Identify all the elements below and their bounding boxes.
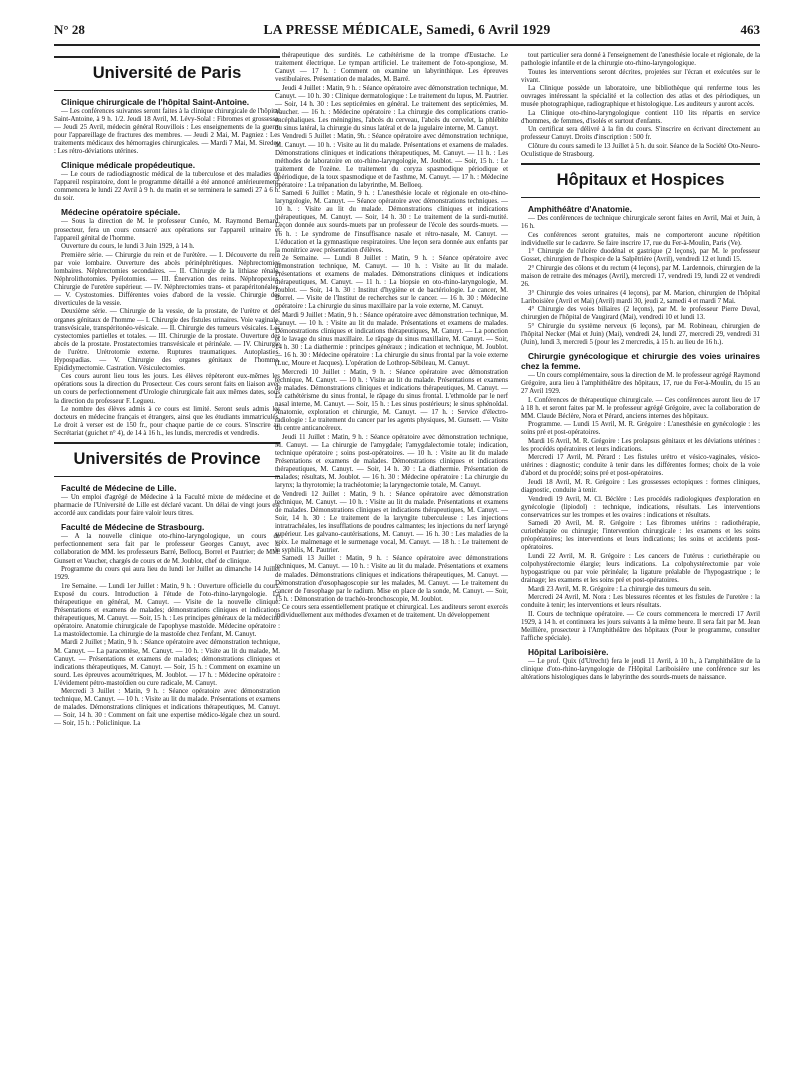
paragraph: tout particulier sera donné à l'enseignement de l'anesthésie locale et régionale, de la pathologie infantile et de la chirurgie oto-rhino-laryngologique. xyxy=(521,52,760,68)
paragraph: Programme du cours qui aura lieu du lundi 1er Juillet au dimanche 14 Juillet 1929. xyxy=(54,566,280,582)
subhead-propedeutique: Clinique médicale propédeutique. xyxy=(61,160,196,171)
paragraph: Samedi 6 Juillet : Matin, 9 h. : L'anesthésie locale et régionale en oto-rhino-laryngologie, M. Canuyt. — Séance opératoire avec démonstrations techniques. — 10 h. : Visite au lit du malade. Démonstrations cliniques et indications thérapeutiques, M. Canuyt. — Soir, 14 h. 30 : Le traitement de la surdi-mutité. Leçon donnée aux sourds-muets par un professeur de l'école des sourds-muets. — 16 h. : Le syndrome de l'insuffisance nasale et rétro-nasale, M. Canuyt. — L'éducation et la gymnastique respiratoires. Une leçon sera donnée aux enfants par la monitrice avec présentation d'élèves. xyxy=(275,190,508,254)
paragraph: Ce cours sera essentiellement pratique et chirurgical. Les auditeurs seront exercés individuellement aux méthodes d'examen et de traitement. Un développement xyxy=(275,604,508,620)
paragraph: 4° Chirurgie des voies biliaires (2 leçons), par M. le professeur Pierre Duval, chirurgien de l'hôpital de Vaugirard (Mai), vendredi 10 et lundi 13. xyxy=(521,306,760,322)
paragraph: Ces cours auront lieu tous les jours. Les élèves répèteront eux-mêmes les opérations sous la direction du Prosecteur. Ces cours seront faits en liaison avec un cours de perfectionnement d'Urologie chirurgicale fait aux mêmes dates, sous la direction du professeur F. Legueu. xyxy=(54,373,280,405)
paragraph: Mercredi 3 Juillet : Matin, 9 h. : Séance opératoire avec démonstration technique, M. Canuyt. — 10 h. : Visite au lit du malade. Présentations et examens de malades. Démonstrations cliniques et indications thérapeutiques, M. Canuyt. — Soir, 14 h. 30 : Comment on fait une expertise médico-légale chez un sourd. — Soir, 15 h. : Policlinique. La xyxy=(54,688,280,728)
column-3 xyxy=(521,52,760,1064)
paragraph: Ces conférences seront gratuites, mais ne comporteront aucune répétition individuelle sur le cadavre. Se faire inscrire 17, rue du Fer-à-Moulin, Paris (Ve). xyxy=(521,231,760,247)
paragraph: Samedi 20 Avril, M. R. Grégoire : Les fibromes utérins : radiothérapie, curiethérapie ou chirurgie; l'intervention chirurgicale : les examens et les soins préopératoires; les interventions et leurs indications; les soins et accidents post-opératoires. xyxy=(521,520,760,552)
section-title-universite-paris: Université de Paris xyxy=(54,56,280,91)
paragraph: I. Conférences de thérapeutique chirurgicale. — Ces conférences auront lieu de 17 à 18 h. et seront faites par M. le professeur agrégé Grégoire, avec la collaboration de MM. Claude Béclère, Nora et Pérard, anciens internes des hôpitaux. xyxy=(521,396,760,420)
paragraph: Jeudi 18 Avril, M. R. Grégoire : Les grossesses ectopiques : formes cliniques, diagnostic, conduite à tenir. xyxy=(521,478,760,495)
paragraph: Mercredi 10 Juillet : Matin, 9 h. : Séance opératoire avec démonstration technique, M. Canuyt. — 10 h. : Visite au lit du malade. Présentations et examens de malades. Démonstrations cliniques et indications thérapeutiques, M. Canuyt. — Le cathétérisme du sinus frontal, le râpage du sinus frontal. L'ethmoïde par le nerf nasal interne, M. Canuyt. — Soir, 15 h. : Les sinus postérieurs; le sinus sphénoïdal. Anatomie, exploration et chirurgie, M. Canuyt. — 17 h. : Service d'électro-radiologie : Le traitement du cancer par les agents physiques, M. Gunsett. — Visite du centre anticancéreux. xyxy=(275,368,508,433)
subhead-saint-antoine: Clinique chirurgicale de l'hôpital Saint-Antoine. xyxy=(61,97,250,107)
subhead-chirurgie-gynecologique: Chirurgie gynécologique et chirurgie des voies urinaires chez la femme. xyxy=(521,350,760,371)
paragraph: — Un emploi d'agrégé de Médecine à la Faculté mixte de médecine et de pharmacie de l'Université de Lille est déclaré vacant. Un délai de vingt jours est accordé aux candidats pour faire valoir leurs titres. xyxy=(54,494,280,518)
subhead-medecine-operatoire: Médecine opératoire spéciale. xyxy=(61,207,181,218)
paragraph: 5° Chirurgie du système nerveux (6 leçons), par M. Robineau, chirurgien de l'hôpital Necker (Mai et Juin) (Mai), vendredi 24, lundi 27, mercredi 29, vendredi 31 (Juin), lundi 3, mercredi 5 (pour les 2 mercredis, à 15 h. au lieu de 16 h.). xyxy=(521,322,760,346)
paragraph: Vendredi 5 Juillet : Matin, 9h. : Séance opératoire avec démonstration technique, M. Canuyt. — 10 h. : Visite au lit du malade. Présentations et examens de malades. Démonstrations cliniques et indications thérapeutiques, M. Canuyt. — 11 h. : Les méthodes de laboratoire en oto-rhino-laryngologie, M. Joublot. — Soir, 15 h. : Le traitement de l'ozène. Le traitement du coryza spasmodique périodique et apériodique, de la toux spasmodique et de l'asthme, M. Canuyt. — 17 h. : Médecine opératoire : La trépanation du labyrinthe, M. Belloeq. xyxy=(275,133,508,189)
paragraph: Clôture du cours samedi le 13 Juillet à 5 h. du soir. Séance de la Société Oto-Neuro-Oculistique de Strasbourg. xyxy=(521,143,760,159)
paragraph: thérapeutique des surdités. Le cathétérisme de la trompe d'Eustache. Le traitement électrique. Le tympan artificiel. Le traitement de l'oto-spongiose, M. Canuyt — 17 h. : Comment on examine un labyrinthique. Les épreuves vestibulaires. Présentation de malades, M. Barré. xyxy=(275,52,508,84)
paragraph: Mardi 2 Juillet ; Matin, 9 h. : Séance opératoire avec démonstration technique, M. Canuyt. — La paracentèse, M. Canuyt. — 10 h. : Visite au lit du malade, M. Canuyt. — Présentations et examens de malades; démonstrations cliniques et indications thérapeutiques, M. Canuyt. — Soir, 15 h. : Comment on examine un sourd. Les épreuves acoumétriques, M. Joublot. — 17 h. : Médecine opératoire : L'évidement pétro-mastoïdien ou cure radicale, M. Canuyt. xyxy=(54,639,280,687)
paragraph: — Le prof. Quix (d'Utrecht) fera le jeudi 11 Avril, à 10 h., à l'amphithéâtre de la clinique d'oto-rhino-laryngologie de l'Hôpital Lariboisière une conférence sur les altérations histologiques dans le labyrinthe des sourds-muets de naissance. xyxy=(521,657,760,681)
paragraph: Jeudi 11 Juillet : Matin, 9 h. : Séance opératoire avec démonstration technique, M. Canuyt. — La chirurgie de l'amygdale; l'amygdalectomie totale; indication, technique opératoire ; soins post-opératoires. — 10 h. : Visite au lit du malade Présentations et examens de malades. Démonstrations cliniques et indications thérapeutiques, M. Canuyt. — Soir, 14 h. 30 : La diathermie. Présentation de malades; résultats, M. Joublot. — 16 h. 30 : Médecine opératoire : La chirurgie du larynx; la thyrotomie; la trachéotomie; la laryngectomie totale, M. Canuyt. xyxy=(275,433,508,489)
paragraph: — Le cours de radiodiagnostic médical de la tuberculose et des maladies de l'appareil respiratoire, dont le programme détaillé a été annoncé antérieurement, commencera le lundi 22 Avril à 9 h. du matin et se terminera le samedi 27 à 6 h. du soir. xyxy=(54,171,280,203)
paragraph: 3° Chirurgie des voies urinaires (4 leçons), par M. Marion, chirurgien de l'hôpital Lariboisière (Avril et Mai) (Avril) mardi 30, jeudi 2, samedi 4 et mardi 7 Mai. xyxy=(521,289,760,305)
paragraph: La Clinique possède un laboratoire, une bibliothèque qui renferme tous les ouvrages intéressant la spécialité et la collection des atlas et des périodiques, un musée photographique, radiographique et histologique. Les auditeurs y auront accès. xyxy=(521,85,760,109)
paragraph: — Sous la direction de M. le professeur Cunéo, M. Raymond Bernard, prosecteur, fera un cours consacré aux opérations sur l'appareil urinaire et l'appareil génital de l'homme. xyxy=(54,218,280,242)
paragraph: — Un cours complémentaire, sous la direction de M. le professeur agrégé Raymond Grégoire, aura lieu à l'amphithéâtre des hôpitaux, 17, rue du Fer-à-Moulin, du 15 au 27 Avril 1929. xyxy=(521,371,760,395)
paragraph: Deuxième série. — Chirurgie de la vessie, de la prostate, de l'urètre et des organes génitaux de l'homme — I. Chirurgie des fistules urinaires. Voie vaginale, transvésicale, transpéritonéo-vésicale. — II. Chirurgie des tumeurs vésicales. Les cystectomies partielles et totales. — III. Chirurgie de la prostate. Ouverture des abcès de la prostate. Prostatectomies transvésicale et périnéale. — IV. Chirurgie de l'urètre. Urétrotomie externe. Ruptures traumatiques. Autoplasties. Hypospadias. — V. Chirurgie des organes génitaux de l'homme. Epididymectomie. Castration. Vésiculectomies. xyxy=(54,308,280,372)
paragraph: Mardi 9 Juillet : Matin, 9 h. : Séance opératoire avec démonstration technique, M. Canuyt. — 10 h. : Visite au lit du malade. Présentations et examens de malades. Démonstrations cliniques et indications thérapeutiques, M. Canuyt. — La ponction et le lavage du sinus maxillaire. Le râpage du sinus maxillaire, M. Canuyt. — Soir, 14 h. 30 : La diathermie : principes généraux ; indication et technique, M. Joublot. — 16 h. 30 : Médecine opératoire : La chirurgie du sinus frontal par la voie externe (Luc, Moure et Jacques). L'opération de Lothrop-Sébileau, M. Canuyt. xyxy=(275,312,508,368)
paragraph: — Les conférences suivantes seront faites à la clinique chirurgicale de l'hôpital Saint-Antoine, à 9 h. 1/2. Jeudi 18 Avril, M. Lévy-Solal : Fibromes et grossesse. — Jeudi 25 Avril, médecin général Rouvillois : Les enseignements de la guerre pour l'appareillage de fractures des membres. — Jeudi 2 Mai, M. Pagniez : Les traitements médicaux des hémorragies chirurgicales. — Mardi 7 Mai, M. Siredey : Les rétro-déviations utérines. xyxy=(54,108,280,156)
paragraph: Le nombre des élèves admis à ce cours est limité. Seront seuls admis les docteurs en médecine français et étrangers, ainsi que les étudiants immatriculés. Le droit à verser est de 150 fr., pour chaque partie de ce cours. S'inscrire au Secrétariat (guichet n° 4), de 14 à 16 h., les lundis, mercredis et vendredis. xyxy=(54,406,280,438)
paragraph: La Clinique oto-rhino-laryngologique contient 110 lits répartis en service d'hommes, de femmes, d'isolés et surtout d'enfants. xyxy=(521,109,760,125)
section-title-universites-province: Universités de Province xyxy=(54,442,280,477)
paragraph: Vendredi 19 Avril, M. Cl. Béclère : Les procédés radiologiques d'exploration en gynécologie (lipiodol) : technique, indications, résultats. Les interventions conservatrices sur les trompes et les ovaires : indications et résultats. xyxy=(521,495,760,519)
subhead-amphitheatre: Amphithéâtre d'Anatomie. xyxy=(528,204,632,215)
paragraph: — A la nouvelle clinique oto-rhino-laryngologique, un cours de perfectionnement sera fait par le professeur Georges Canuyt, avec la collaboration de MM. les professeurs Barré, Bellocq, Borrel et Pautrier; de MM. Gunsett et Vaucher, chargés de cours et de M. Joublot, chef de clinique. xyxy=(54,533,280,565)
subhead-lille: Faculté de Médecine de Lille. xyxy=(61,483,177,494)
paragraph: 1° Chirurgie de l'ulcère duodénal et gastrique (2 leçons), par M. le professeur Gosset, chirurgien de l'hospice de la Salpêtrière (Avril), vendredi 12 et lundi 15. xyxy=(521,248,760,264)
page-number-left: N° 28 xyxy=(54,22,85,37)
paragraph: Vendredi 12 Juillet : Matin, 9 h. : Séance opératoire avec démonstration technique, M. Canuyt. — 10 h. : Visite au lit du malade. Présentations et examens de malades. Démonstrations cliniques et indications thérapeutiques, M. Canuyt. — Soir, 14 h. 30 : Le traitement de la laryngite tuberculeuse : Les injections intratrachéales, les insufflations de poudres calmantes; les injections du nerf laryngé supérieur. Les galvano-cautérisations, M. Canuyt. — 16 h. 30 : Les maladies de la voix. Le malmenage et le surmenage vocal, M. Canuyt. — 18 h. : Le traitement de la syphilis, M. Pautrier. xyxy=(275,490,508,554)
paragraph: 1re Semaine. — Lundi 1er Juillet : Matin, 9 h. : Ouverture officielle du cours. Exposé du cours. Introduction à l'étude de l'oto-rhino-laryngologie. La thérapeutique en général, M. Canuyt. — Visite de la nouvelle clinique. Présentations et examens de malades; démonstrations cliniques et indications thérapeutiques, M. Canuyt. — Soir, 15 h. : Les principes généraux de la médecine opératoire. Anatomie chirurgicale de l'apophyse mastoïde. Médecine opératoire : La mastoïdectomie. La chirurgie de la mastoïde chez l'enfant, M. Canuyt. xyxy=(54,582,280,638)
subhead-strasbourg: Faculté de Médecine de Strasbourg. xyxy=(61,522,205,533)
page-number-right: 463 xyxy=(740,22,760,37)
paragraph: — Des conférences de technique chirurgicale seront faites en Avril, Mai et Juin, à 16 h. xyxy=(521,215,760,231)
journal-title: LA PRESSE MÉDICALE, Samedi, 6 Avril 1929 xyxy=(263,22,551,37)
paragraph: Mardi 16 Avril, M. R. Grégoire : Les prolapsus génitaux et les déviations utérines : les procédés opératoires et leurs indications. xyxy=(521,437,760,453)
paragraph: Programme. — Lundi 15 Avril, M. R. Grégoire : L'anesthésie en gynécologie : les soins pré et post-opératoires. xyxy=(521,421,760,437)
paragraph: Première série. — Chirurgie du rein et de l'urètère. — I. Découverte du rein par voie lombaire. Ouverture des abcès périnéphrétiques. Néphrectomies lombaires. Néphrectomies secondaires. — II. Chirurgie de la lithiase rénale. Néphrolithotomies. Pyélotomies. — III. Énervation des reins. Néphropexies. Chirurgie de l'uretère supérieur. — IV. Néphrectomies trans- et parapéritonéales. — V. Cystostomies. Différentes voies d'abord de la vessie. Chirurgie des diverticules de la vessie. xyxy=(54,251,280,307)
paragraph: Mercredi 24 Avril, M. Nora : Les blessures récentes et les fistules de l'uretère : la conduite à tenir; les interventions et leurs résultats. xyxy=(521,594,760,610)
paragraph: II. Cours de technique opératoire. — Ce cours commencera le mercredi 17 Avril 1929, à 14 h. et continuera les jours suivants à la même heure. Il sera fait par M. Jean Meillière, prosecteur à l'Amphithéâtre des hôpitaux (Pour le programme, consulter l'affiche spéciale). xyxy=(521,610,760,642)
paragraph: Mardi 23 Avril, M. R. Grégoire : La chirurgie des tumeurs du sein. xyxy=(528,585,712,593)
paragraph: Toutes les interventions seront décrites, projetées sur l'écran et exécutées sur le vivant. xyxy=(521,68,760,84)
column-2 xyxy=(275,52,508,1064)
running-header xyxy=(54,22,760,46)
paragraph: Un certificat sera délivré à la fin du cours. S'inscrire en écrivant directement au professeur Canuyt. Droits d'inscription : 500 fr. xyxy=(521,126,760,142)
column-1 xyxy=(54,52,280,1064)
paragraph: Ouverture du cours, le lundi 3 Juin 1929, à 14 h. xyxy=(61,243,195,251)
section-title-hopitaux: Hôpitaux et Hospices xyxy=(521,163,760,198)
paragraph: 2° Chirurgie des côlons et du rectum (4 leçons), par M. Lardennois, chirurgien de la maison de retraite des ménages (Avril), mercredi 17, vendredi 19, lundi 22 et vendredi 26. xyxy=(521,264,760,288)
paragraph: Jeudi 4 Juillet : Matin, 9 h. : Séance opératoire avec démonstration technique, M. Canuyt. — 10 h. 30 : Clinique dermatologique : Le traitement du lupus, M. Pautrier. — Soir, 14 h. 30 : Les septicémies en général. Le traitement des septicémies, M. Vaucher. — 16 h. : Médecine opératoire : La chirurgie des complications cranio-encéphaliques. Les méningites, l'abcès du cerveau, l'abcès du cervelet, la phlébite du sinus latéral, la chirurgie du sinus latéral et de la jugulaire interne, M. Canuyt. xyxy=(275,84,508,132)
paragraph: Lundi 22 Avril, M. R. Grégoire : Les cancers de l'utérus : curiethérapie ou colpohystérectomie élargie; leurs indications. La colpohystérectomie par voie hypogastrique ou par voie périnéale; la ligature préalable de l'hypogastrique ; le drainage; les examens et les soins pré et post-opératoires. xyxy=(521,552,760,585)
paragraph: 2e Semaine. — Lundi 8 Juillet : Matin, 9 h. : Séance opératoire avec démonstration technique, M. Canuyt. — 10 h. : Visite au lit du malade. Présentations et examens de malades. Démonstrations cliniques et indications thérapeutiques, M. Canuyt. — 11 h. : La biopsie en oto-rhino-laryngologie, M. Joublot. — Soir, 14 h. 30 : Institut d'hygiène et de bactériologie. Le cancer, M. Borrel. — Visite de l'Institut de recherches sur le cancer. — 16 h. 30 : Médecine opératoire : La chirurgie du sinus maxillaire par la voie externe, M. Canuyt. xyxy=(275,255,508,311)
paragraph: Samedi 13 Juillet : Matin, 9 h. : Séance opératoire avec démonstrations techniques, M. Canuyt. — 10 h. : Visite au lit du malade. Présentations et examens de malades. Démonstrations cliniques et indications thérapeutiques, M. Canuyt. — Démonstration d'œsophagoscopie sur les malades, M. Canuyt. — Le traitement du cancer de l'œsophage par le radium. Mise en place de la sonde, M. Canuyt. — Soir, 15 h. : Démonstration de trachéo-bronchoscopie, M. Joublot. xyxy=(275,555,508,603)
paragraph: Mercredi 17 Avril, M. Pérard : Les fistules urétro et vésico-vaginales, vésico-utérines : diagnostic; conduite à tenir dans les différentes formes; choix de la voie d'abord et du procédé; soins pré et post-opératoires. xyxy=(521,454,760,478)
subhead-lariboisiere: Hôpital Lariboisière. xyxy=(528,646,609,657)
